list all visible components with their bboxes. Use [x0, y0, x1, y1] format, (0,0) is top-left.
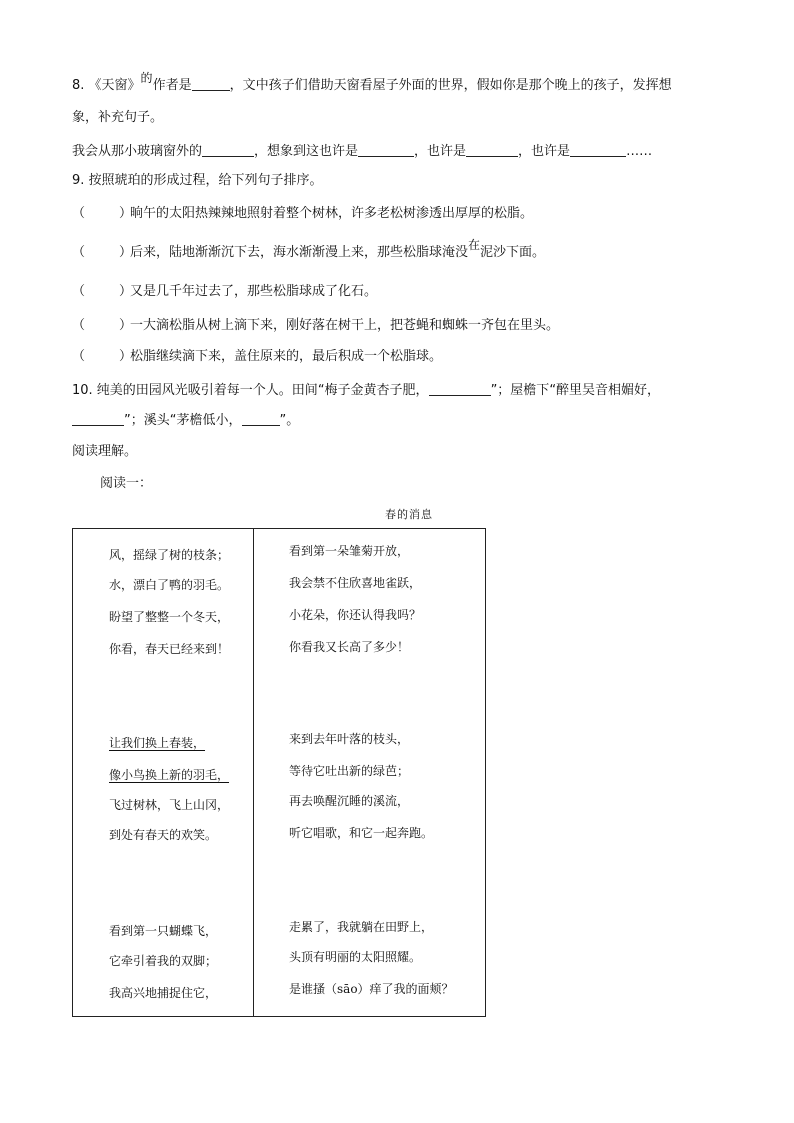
q8-prompt-cont: 象，补充句子。 — [72, 110, 164, 125]
q8-ellipsis: …… — [626, 144, 653, 159]
q9-item-2-blank[interactable]: （ ） — [72, 245, 133, 260]
reading-sub-label: 阅读一： — [100, 476, 153, 491]
q10-intro: 10. 纯美的田园风光吸引着每一个人。田间 — [72, 383, 318, 398]
q10-mid-text: ”；屋檐下 — [490, 383, 550, 398]
poem-right-line-9: 走累了，我就躺在田野上， — [289, 920, 434, 934]
q10-line-1 — [72, 381, 660, 400]
poem-right-line-5: 来到去年叶落的枝头， — [289, 732, 410, 746]
q8-sentence-part-a: 我会从那小玻璃窗外的 — [72, 144, 203, 159]
q10-line-2 — [72, 411, 299, 430]
q8-sentence-part-c: ，也许是 — [414, 144, 467, 159]
q9-item-5-blank[interactable]: （ ） — [72, 349, 133, 364]
q10-blank-1[interactable] — [429, 381, 491, 396]
poem-left-line-2: 水，漂白了鸭的羽毛。 — [109, 578, 230, 592]
poem-left-line-6: 像小鸟换上新的羽毛， — [109, 768, 230, 782]
q9-item-3 — [72, 283, 377, 301]
poem-right-line-7: 再去唤醒沉睡的溪流， — [289, 794, 410, 808]
q8-blank-4[interactable] — [570, 142, 626, 157]
reading-section-label: 阅读理解。 — [72, 444, 138, 459]
q8-prompt-text: ，文中孩子们借助天窗看屋子外面的世界，假如你是那个晚上的孩子，发挥想 — [229, 78, 672, 93]
poem-left-line-1: 风，摇绿了树的枝条； — [109, 548, 230, 562]
poem-right-line-6: 等待它吐出新的绿芭； — [289, 764, 410, 778]
q9-item-4-text: 一大滴松脂从树上滴下来，刚好落在树干上，把苍蝇和蜘蛛一齐包在里头。 — [130, 318, 560, 333]
q10-quote-1: “梅子金黄杏子肥， — [317, 383, 429, 398]
poem-right-line-4: 你看我又长高了多少！ — [289, 640, 410, 654]
q8-author-blank[interactable] — [192, 76, 230, 91]
q10-quote-3: “茅檐低小， — [169, 413, 242, 428]
q9-item-1-blank[interactable]: （ ） — [72, 206, 133, 221]
q9-item-2-sup: 在 — [468, 238, 481, 252]
poem-left-line-7: 飞过树林，飞上山冈， — [109, 798, 230, 812]
poem-right-line-10: 头顶有明丽的太阳照耀。 — [289, 950, 422, 964]
q10-blank-3[interactable] — [242, 411, 280, 426]
q8-sentence-part-d: ，也许是 — [518, 144, 571, 159]
q9-item-5-text: 松脂继续滴下来，盖住原来的，最后积成一个松脂球。 — [130, 349, 443, 364]
q9-item-1-text: 晌午的太阳热辣辣地照射着整个树林，许多老松树渗透出厚厚的松脂。 — [130, 206, 534, 221]
q10-mid-text-2: ”；溪头 — [124, 413, 170, 428]
q10-quote-2: “醉里吴音相媚好， — [549, 383, 661, 398]
poem-right-line-1: 看到第一朵雏菊开放， — [289, 544, 410, 558]
q10-end: ”。 — [279, 413, 300, 428]
poem-right-line-11: 是谁搔（sāo）痒了我的面颊？ — [289, 982, 454, 996]
poem-right-line-2: 我会禁不住欣喜地雀跃， — [289, 576, 422, 590]
poem-table-divider — [253, 529, 254, 1016]
poem-left-line-8: 到处有春天的欢笑。 — [109, 828, 218, 842]
q8-line-1 — [72, 71, 672, 95]
q8-blank-1[interactable] — [202, 142, 254, 157]
poem-right-line-8: 听它唱歌，和它一起奔跑。 — [289, 826, 434, 840]
poem-left-line-3: 盼望了整整一个冬天， — [109, 610, 230, 624]
q9-item-4-blank[interactable]: （ ） — [72, 318, 133, 333]
q9-item-5 — [72, 348, 442, 366]
q9-item-3-blank[interactable]: （ ） — [72, 284, 133, 299]
q9-item-4 — [72, 317, 559, 335]
q8-blank-2[interactable] — [358, 142, 414, 157]
poem-left-line-5: 让我们换上春装， — [109, 736, 206, 750]
poem-left-line-4: 你看，春天已经来到！ — [109, 642, 230, 656]
poem-left-line-9: 看到第一只蝴蝶飞， — [109, 924, 218, 938]
q9-item-2-text-b: 泥沙下面。 — [480, 245, 546, 260]
poem-right-line-3: 小花朵，你还认得我吗？ — [289, 608, 422, 622]
q8-number-title: 8. 《天窗》 — [72, 78, 141, 93]
poem-left-line-10: 它牵引着我的双脚； — [109, 954, 218, 968]
q9-item-1 — [72, 205, 533, 223]
q9-item-3-text: 又是几千年过去了，那些松脂球成了化石。 — [130, 284, 378, 299]
q9-title: 9. 按照琥珀的形成过程，给下列句子排序。 — [72, 173, 323, 188]
q9-item-2 — [72, 238, 546, 262]
q8-sentence-part-b: ，想象到这也许是 — [254, 144, 359, 159]
poem-table — [72, 528, 486, 1017]
q8-line-3 — [72, 142, 652, 161]
q8-author-label: 作者是 — [152, 78, 192, 93]
poem-left-line-11: 我高兴地捕捉住它， — [109, 986, 218, 1000]
q10-blank-2[interactable] — [72, 411, 124, 426]
q9-item-2-text-a: 后来，陆地渐渐沉下去，海水渐渐漫上来，那些松脂球淹没 — [130, 245, 469, 260]
q8-line-2 — [72, 109, 163, 127]
poem-title: 春的消息 — [385, 508, 433, 521]
q8-blank-3[interactable] — [466, 142, 518, 157]
q8-superscript: 的 — [140, 71, 153, 85]
